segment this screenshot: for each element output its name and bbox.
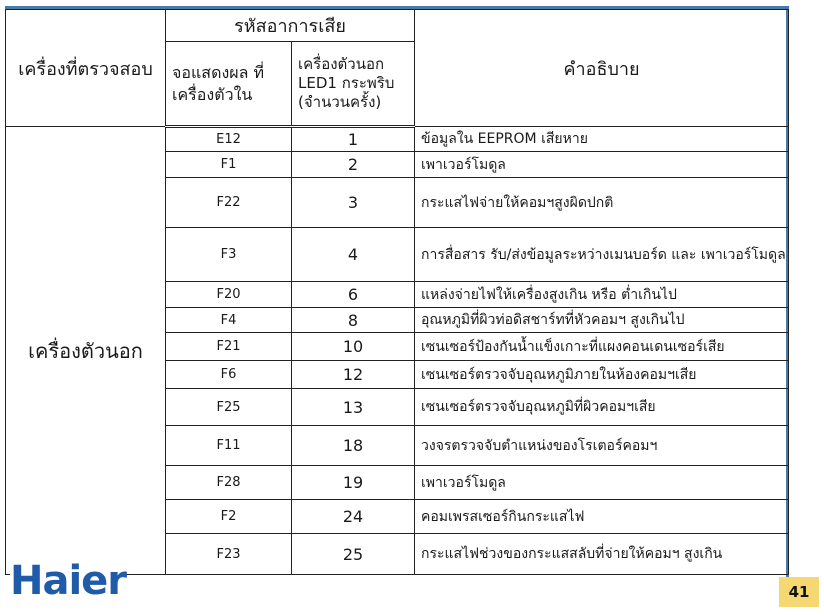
error-code-cell: F25: [166, 389, 292, 426]
blink-count-cell: 12: [292, 361, 415, 389]
description-cell: แหล่งจ่ายไฟให้เครื่องสูงเกิน หรือ ต่ำเกินไป: [415, 282, 789, 308]
description-cell: เซนเซอร์ตรวจจับอุณหภูมิที่ผิวคอมฯเสีย: [415, 389, 789, 426]
description-cell: คอมเพรสเซอร์กินกระแสไฟ: [415, 500, 789, 534]
error-code-cell: F23: [166, 534, 292, 575]
error-code-cell: F22: [166, 178, 292, 228]
outdoor-led-header: เครื่องตัวนอก LED1 กระพริบ (จำนวนครั้ง): [292, 42, 415, 127]
table-row: [6, 127, 789, 152]
description-cell: กระแสไฟช่วงของกระแสสลับที่จ่ายให้คอมฯ สูงเกิน: [415, 534, 789, 575]
blink-count-cell: 25: [292, 534, 415, 575]
unit-column-header: เครื่องที่ตรวจสอบ: [6, 10, 166, 127]
blink-count-cell: 8: [292, 308, 415, 333]
blink-count-cell: 18: [292, 426, 415, 466]
header-row-1: [6, 10, 789, 42]
description-cell: เพาเวอร์โมดูล: [415, 152, 789, 178]
unit-name-cell: เครื่องตัวนอก: [6, 127, 166, 575]
error-code-cell: F11: [166, 426, 292, 466]
error-code-cell: F2: [166, 500, 292, 534]
description-cell: ข้อมูลใน EEPROM เสียหาย: [415, 127, 789, 152]
haier-logo: Haier: [10, 558, 127, 604]
blink-count-cell: 10: [292, 333, 415, 361]
description-cell: เพาเวอร์โมดูล: [415, 466, 789, 500]
blink-count-cell: 1: [292, 127, 415, 152]
blink-count-cell: 24: [292, 500, 415, 534]
code-group-header: รหัสอาการเสีย: [166, 10, 415, 42]
error-code-cell: F4: [166, 308, 292, 333]
error-code-cell: E12: [166, 127, 292, 152]
error-code-table: [5, 9, 789, 575]
page-number: 41: [779, 577, 819, 607]
error-code-cell: F3: [166, 228, 292, 282]
blink-count-cell: 2: [292, 152, 415, 178]
description-cell: อุณหภูมิที่ผิวท่อดิสชาร์ทที่หัวคอมฯ สูงเกินไป: [415, 308, 789, 333]
error-rows: [6, 127, 789, 575]
description-column-header: คำอธิบาย: [415, 10, 789, 127]
blink-count-cell: 19: [292, 466, 415, 500]
blink-count-cell: 3: [292, 178, 415, 228]
description-cell: กระแสไฟจ่ายให้คอมฯสูงผิดปกติ: [415, 178, 789, 228]
blink-count-cell: 4: [292, 228, 415, 282]
description-cell: การสื่อสาร รับ/ส่งข้อมูลระหว่างเมนบอร์ด และ เพาเวอร์โมดูล: [415, 228, 789, 282]
error-code-cell: F6: [166, 361, 292, 389]
error-code-cell: F20: [166, 282, 292, 308]
blink-count-cell: 6: [292, 282, 415, 308]
error-code-cell: F21: [166, 333, 292, 361]
blink-count-cell: 13: [292, 389, 415, 426]
error-code-cell: F1: [166, 152, 292, 178]
description-cell: เซนเซอร์ตรวจจับอุณหภูมิภายในห้องคอมฯเสีย: [415, 361, 789, 389]
description-cell: เซนเซอร์ป้องกันน้ำแข็งเกาะที่แผงคอนเดนเซอร์เสีย: [415, 333, 789, 361]
error-code-cell: F28: [166, 466, 292, 500]
description-cell: วงจรตรวจจับตำแหน่งของโรเตอร์คอมฯ: [415, 426, 789, 466]
indoor-display-header: จอแสดงผล ที่เครื่องตัวใน: [166, 42, 292, 127]
